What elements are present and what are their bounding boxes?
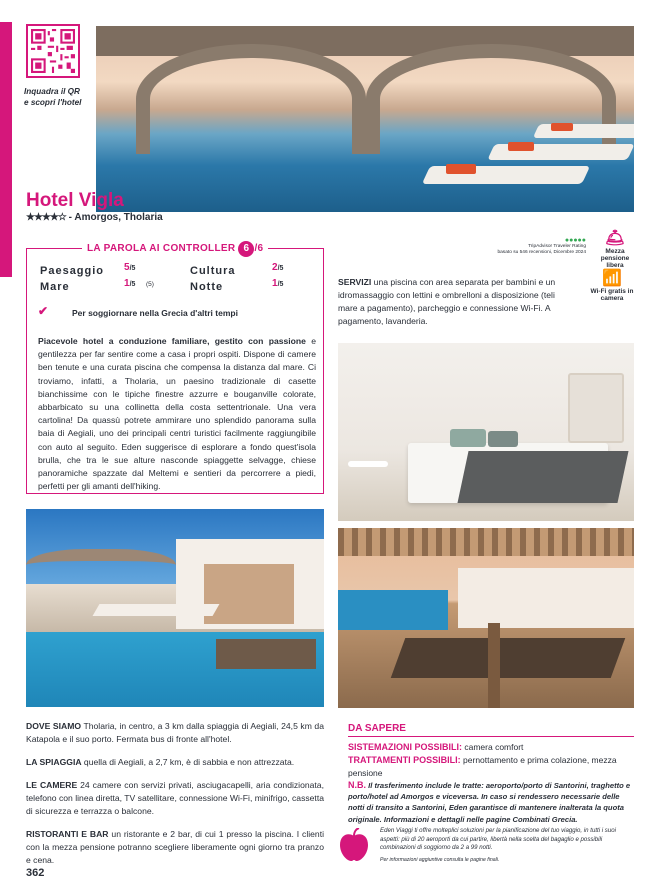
qr-caption [24, 86, 96, 108]
eden-apple-icon [338, 828, 370, 862]
info-location: DOVE SIAMO Tholaria, in centro, a 3 km dalla spiaggia di Aegiali, 24,5 km da Katapola e il suo porto. Fermata bus di fronte all'hotel. [26, 721, 324, 744]
checkmark-icon: ✔ [38, 304, 49, 318]
wooden-post [488, 623, 500, 708]
qr-caption-line2: e scopri l'hotel [24, 98, 82, 107]
dining-terrace-photo [338, 528, 634, 708]
stone-arch [26, 549, 176, 589]
hotel-subtitle [26, 212, 163, 223]
rating-label: Cultura [190, 265, 236, 277]
rating-label: Notte [190, 281, 224, 293]
hero-photo-pool [96, 26, 634, 212]
rating-note: (5) [146, 281, 154, 288]
pillow [488, 431, 518, 447]
white-building [458, 568, 634, 628]
controller-heading [82, 241, 268, 257]
stone-arch-left [136, 44, 366, 154]
blanket [457, 451, 628, 503]
rating-value: 1/5 [124, 278, 136, 289]
hotel-location: - Amorgos, Tholaria [68, 212, 163, 223]
controller-tagline: Per soggiornare nella Grecia d'altri tempi [72, 308, 238, 318]
feature-label: Mezza pensione libera [600, 248, 630, 269]
tripadvisor-line2: basato su 546 recensioni, Dicembre 2024 [497, 250, 586, 255]
servizi-text [338, 276, 564, 328]
sun-loungers [93, 604, 220, 616]
side-table [348, 461, 388, 467]
dining-table [391, 638, 626, 678]
info-beach: LA SPIAGGIA quella di Aegiali, a 2,7 km, è di sabbia e non attrezzata. [26, 757, 295, 767]
pillow [450, 429, 486, 447]
controller-score-total: /6 [254, 243, 264, 254]
controller-score-badge: 6 [238, 241, 254, 257]
feature-half-board [592, 230, 638, 269]
description-text: e gentilezza per far sentire come a casa i propri ospiti. Dispone di camere ben tenute e una curata piscina che compensa la distanza dal mare. Ci troviamo, infatti, a Tholaria, un paesino tradizionale di casette bianchissime con le tipiche finestre azzurre e bouganville colorate, abbarbicato su una collinetta della costa settentrionale. Una vera cartolina! Da quassù potrete ammirare uno splendido panorama sulla baia di Aegiali, uno dei principali centri turistici facilmente raggiungibile con auto al seguito. Eden suggerisce di esplorare a fondo quest'isola brulla, che tra le sue alture nasconde spiaggette selvagge, chiese panoramiche spazzate dal Meltemi e sentieri da percorrere a piedi, perfetti per gli amanti dell'hiking. [38, 336, 316, 492]
cloche-icon: 🛎 [604, 230, 626, 247]
info-rooms: LE CAMERE 24 camere con servizi privati, asciugacapelli, aria condizionata, telefono con linea diretta, TV satellitare, connessione Wi-Fi, minifrigo, cassetta di sicurezza e terrazza o balcone. [26, 780, 324, 816]
wifi-icon: 📶 [602, 270, 622, 287]
hotel-name: Hotel Vigla [26, 190, 124, 211]
pool [338, 590, 448, 630]
star-rating-icon: ★★★★☆ [26, 212, 66, 223]
bedroom-photo [338, 343, 634, 521]
hotel-info [26, 720, 324, 877]
feature-label: Wi-Fi gratis in camera [590, 288, 634, 302]
window [568, 373, 624, 443]
trattamenti-row: TRATTAMENTI POSSIBILI: pernottamento e prima colazione, mezza pensione [348, 755, 617, 778]
nb-note: N.B. Il trasferimento include le tratte: aeroporto/porto di Santorini, traghetto e porto/hotel ad Amorgos e viceversa. In caso si rendessero necessarie delle notti di transito a Santorini, Eden garantisce di mantenere inalterata la quota originale. Informazioni e dettagli nelle pagine Combinati Grecia. [348, 780, 631, 824]
towel [446, 164, 476, 174]
eden-note-small: Per informazioni aggiuntive consulta le pagine finali. [380, 857, 500, 863]
qr-code[interactable] [26, 24, 80, 78]
rating-mare [40, 277, 70, 295]
servizi-label: SERVIZI [338, 277, 372, 287]
controller-heading-text: LA PAROLA AI CONTROLLER [87, 243, 236, 254]
towel [551, 123, 573, 131]
rating-value: 2/5 [272, 262, 284, 273]
rating-label: Mare [40, 281, 70, 293]
pergola [338, 528, 634, 556]
rating-value: 1/5 [272, 278, 284, 289]
controller-description [38, 335, 316, 493]
side-accent-strip [0, 22, 12, 277]
qr-caption-line1: Inquadra il QR [24, 87, 80, 96]
bar-counter [204, 564, 294, 624]
sistemazioni-row: SISTEMAZIONI POSSIBILI: camera comfort [348, 742, 524, 752]
tripadvisor-rating [478, 238, 586, 256]
rating-label: Paesaggio [40, 265, 105, 277]
qr-code-icon [31, 29, 75, 73]
page-number: 362 [26, 867, 45, 879]
tripadvisor-dots-icon: ●●●●● [564, 237, 586, 244]
description-bold: Piacevole hotel a conduzione familiare, gestito con passione [38, 336, 306, 346]
servizi-body: una piscina con area separata per bambini e un idromassaggio con lettini e ombrelloni a disposizione (teli mare a pagamento), parcheggio e connessione Wi-Fi. A pagamento, lavanderia. [338, 277, 556, 326]
sun-lounger [533, 124, 634, 138]
bar-stools [216, 639, 316, 669]
terrace-pool-photo [26, 509, 324, 707]
towel [508, 142, 534, 151]
eden-note: Eden Viaggi ti offre molteplici soluzioni per la pianificazione del tuo viaggio, in tutti i suoi aspetti: più di 20 aeroporti da cui partire, libertà nella scelta del bagaglio e possibili combinazioni di soggiorno da 2 a 99 notti. [380, 827, 616, 852]
rating-value: 5/5 [124, 262, 136, 273]
da-sapere-title: DA SAPERE [348, 723, 634, 737]
info-restaurants: RISTORANTI E BAR un ristorante e 2 bar, di cui 1 presso la piscina. I clienti con la mezza pensione potranno scegliere liberamente ogni giorno tra pranzo e cena. [26, 829, 324, 865]
tripadvisor-line1: TripAdvisor Traveler Rating [528, 244, 586, 249]
rating-notte [190, 277, 223, 295]
feature-wifi [586, 270, 638, 302]
da-sapere-section [348, 723, 634, 825]
